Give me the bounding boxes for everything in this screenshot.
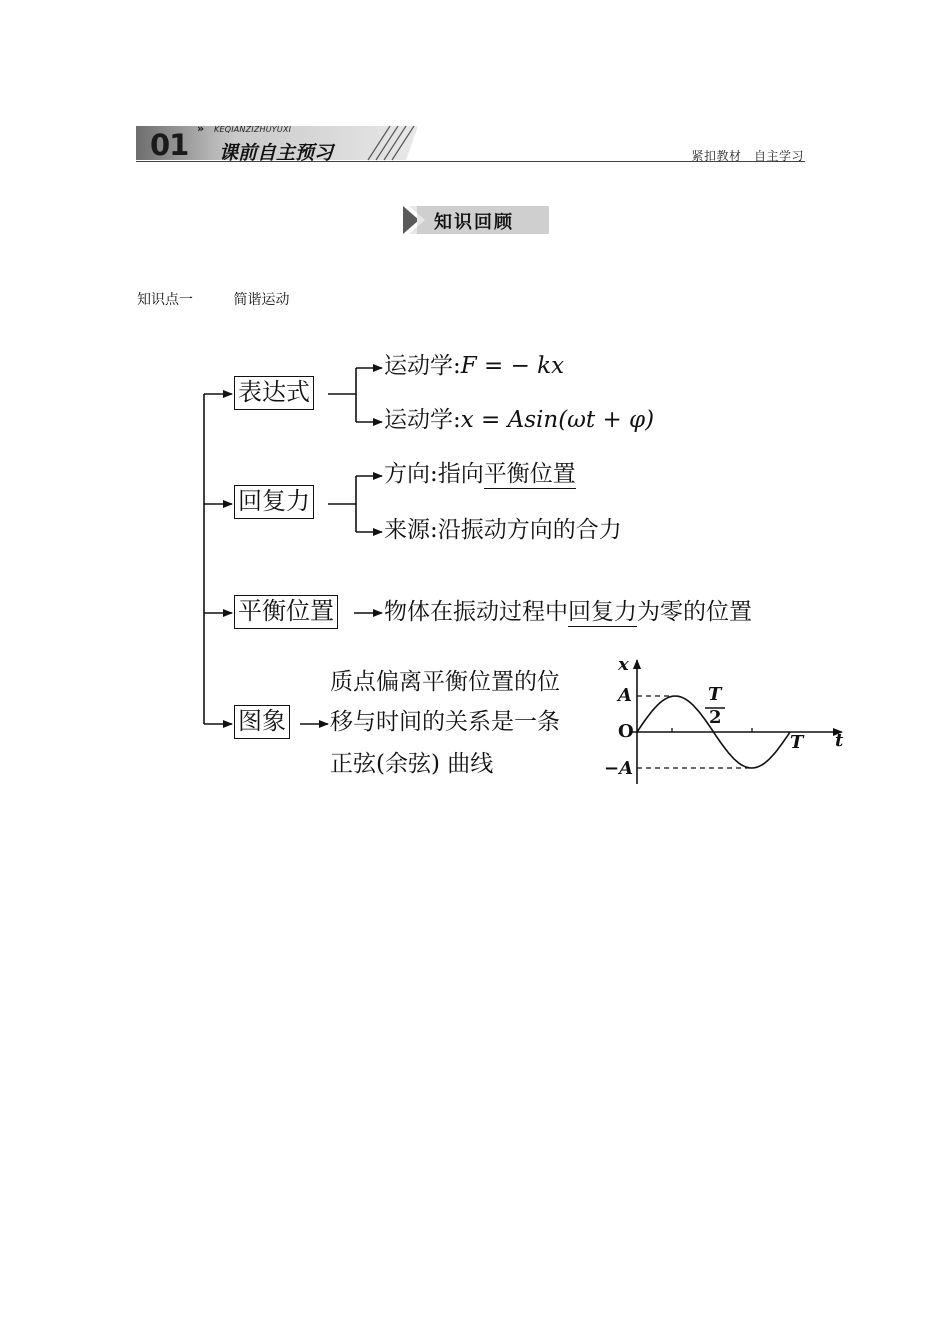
- graph-desc-line-2: 移与时间的关系是一条: [330, 709, 560, 735]
- graph-half-period-numerator: T: [708, 684, 722, 705]
- section-pinyin: KEQIANZIZHUYUXI: [214, 125, 292, 134]
- restoring-source: 来源:沿振动方向的合力: [384, 517, 622, 543]
- chevron-double-right-icon: »: [197, 122, 205, 135]
- node-expression: 表达式: [234, 376, 314, 410]
- graph-x-axis-label: t: [835, 730, 844, 751]
- restoring-direction: [384, 463, 576, 486]
- section-number: 01: [150, 128, 189, 162]
- graph-period-label: T: [790, 732, 804, 753]
- knowledge-point-heading: [137, 289, 289, 309]
- restoring-direction-prefix: 方向:指向: [384, 461, 484, 487]
- equilibrium-description: [384, 601, 752, 624]
- expression-line-2-prefix: 运动学:: [384, 407, 461, 433]
- concept-diagram: [190, 342, 860, 792]
- graph-desc-line-3: 正弦(余弦) 曲线: [330, 751, 494, 777]
- equilibrium-desc-answer: 回复力: [568, 599, 637, 625]
- expression-line-2: [384, 409, 654, 432]
- node-equilibrium-position: 平衡位置: [234, 595, 338, 629]
- expression-line-1-prefix: 运动学:: [384, 353, 461, 379]
- equilibrium-desc-suffix: 为零的位置: [637, 599, 752, 625]
- header-slogan: 紧扣教材 自主学习: [691, 149, 804, 163]
- formula-displacement: x = Asin(ωt + φ): [460, 407, 655, 433]
- section-title: 课前自主预习: [219, 142, 334, 164]
- graph-half-period-denominator: 2: [709, 707, 722, 728]
- restoring-direction-answer: 平衡位置: [483, 461, 576, 487]
- knowledge-point-title: 简谐运动: [233, 292, 290, 308]
- node-restoring-force: 回复力: [234, 485, 314, 519]
- graph-negative-amplitude-label: −A: [604, 758, 634, 779]
- graph-y-axis-label: x: [618, 654, 629, 675]
- review-tag-label: 知识回顾: [434, 212, 514, 233]
- formula-restoring-force: F = − kx: [460, 353, 565, 379]
- node-graph: 图象: [234, 705, 290, 739]
- sine-graph: [630, 660, 842, 784]
- knowledge-point-index: 知识点一: [137, 292, 193, 308]
- equilibrium-desc-prefix: 物体在振动过程中: [384, 599, 568, 625]
- graph-desc-line-1: 质点偏离平衡位置的位: [330, 669, 560, 695]
- graph-amplitude-label: A: [618, 685, 632, 706]
- graph-origin-label: O: [618, 721, 634, 742]
- expression-line-1: [384, 355, 564, 378]
